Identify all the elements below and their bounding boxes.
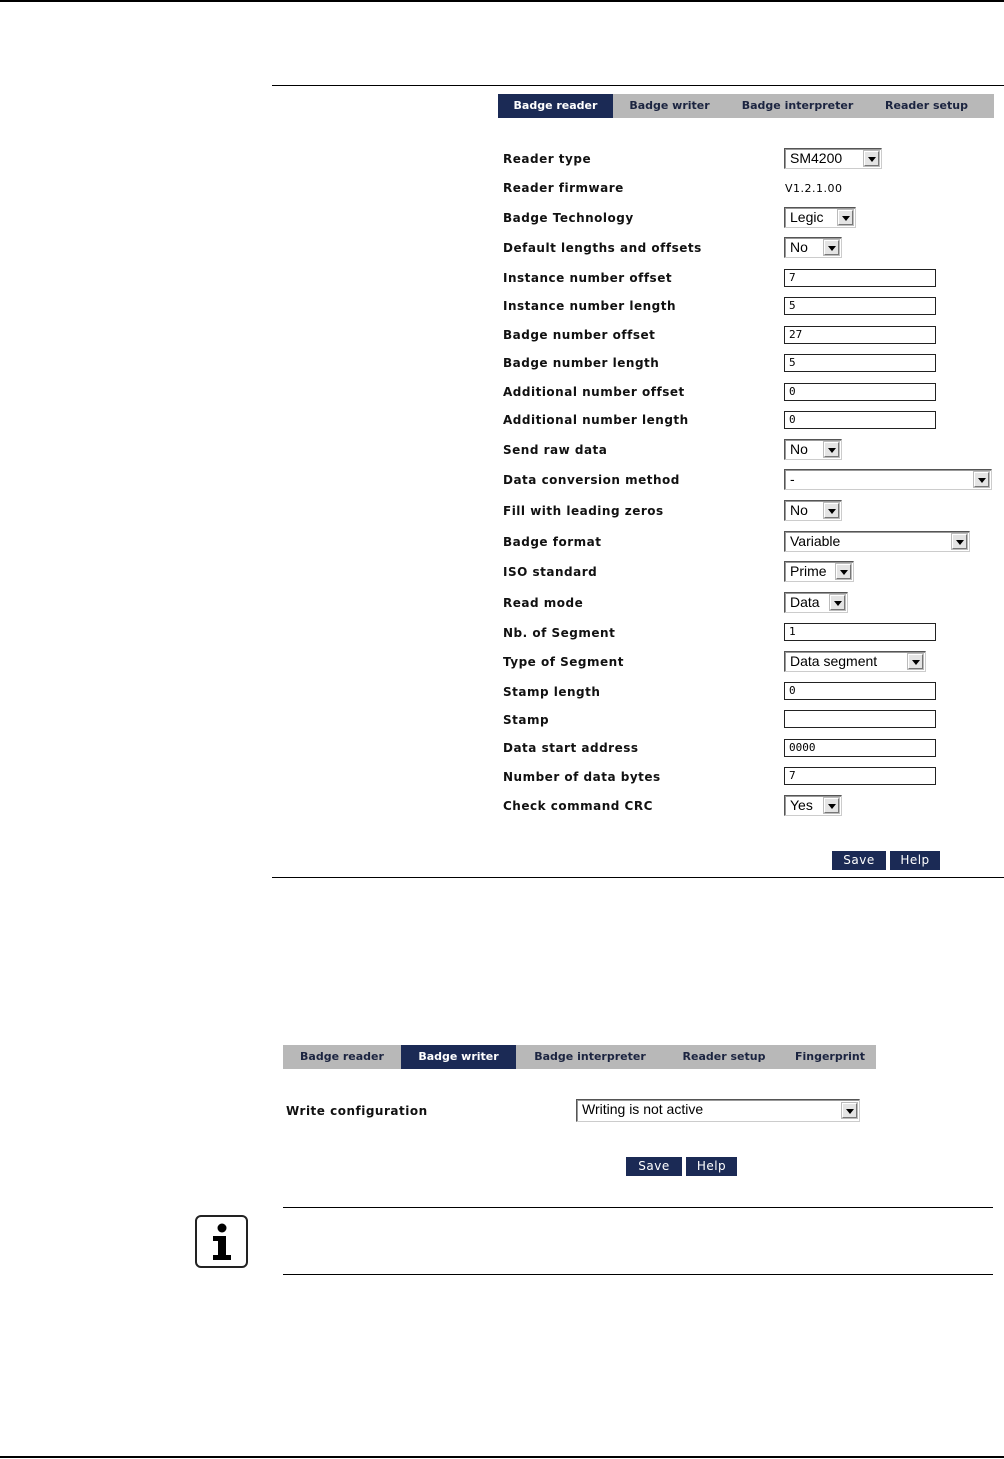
check-crc-select[interactable] [784, 795, 842, 816]
segment-type-label: Type of Segment [503, 655, 624, 669]
stamp-length-label: Stamp length [503, 685, 601, 699]
chevron-down-icon [842, 1103, 857, 1118]
section-bottom-rule [272, 877, 1004, 878]
data-start-input[interactable]: 0000 [784, 739, 936, 757]
note-bottom-rule [283, 1274, 993, 1275]
reader-tab-bar [498, 94, 994, 118]
read-mode-select[interactable] [784, 592, 848, 613]
section-top-rule [272, 85, 1004, 86]
chevron-down-icon [974, 472, 989, 487]
tab-badge-reader[interactable]: Badge reader [300, 1050, 384, 1063]
conversion-select[interactable] [784, 469, 992, 490]
additional-offset-label: Additional number offset [503, 385, 685, 399]
instance-length-label: Instance number length [503, 299, 677, 313]
stamp-label: Stamp [503, 713, 550, 727]
nb-segment-input[interactable]: 1 [784, 623, 936, 641]
data-bytes-input[interactable]: 7 [784, 767, 936, 785]
write-configuration-select[interactable] [576, 1099, 860, 1122]
iso-standard-value: Prime [790, 563, 827, 579]
default-lengths-select[interactable] [784, 237, 842, 258]
badge-offset-label: Badge number offset [503, 328, 656, 342]
badge-format-value: Variable [790, 533, 841, 549]
write-configuration-value: Writing is not active [582, 1101, 704, 1117]
data-bytes-label: Number of data bytes [503, 770, 661, 784]
instance-offset-input[interactable]: 7 [784, 269, 936, 287]
stamp-input[interactable] [784, 710, 936, 728]
badge-length-input[interactable]: 5 [784, 354, 936, 372]
segment-type-select[interactable] [784, 651, 926, 672]
stamp-length-input[interactable]: 0 [784, 682, 936, 700]
badge-technology-label: Badge Technology [503, 211, 634, 225]
additional-length-input[interactable]: 0 [784, 411, 936, 429]
tab-reader-setup[interactable]: Reader setup [885, 99, 968, 112]
reader-firmware-label: Reader firmware [503, 181, 624, 195]
additional-offset-input[interactable]: 0 [784, 383, 936, 401]
default-lengths-label: Default lengths and offsets [503, 241, 702, 255]
save-button[interactable]: Save [626, 1157, 682, 1176]
tab-badge-writer[interactable]: Badge writer [401, 1045, 516, 1069]
tab-badge-writer[interactable]: Badge writer [629, 99, 710, 112]
help-button[interactable]: Help [686, 1157, 737, 1176]
iso-standard-label: ISO standard [503, 565, 598, 579]
page-top-rule [0, 0, 1004, 2]
chevron-down-icon [838, 210, 853, 225]
note-top-rule [283, 1207, 993, 1208]
conversion-value: - [790, 471, 795, 487]
chevron-down-icon [908, 654, 923, 669]
info-icon [195, 1215, 248, 1268]
check-crc-value: Yes [790, 797, 813, 813]
write-configuration-label: Write configuration [286, 1104, 428, 1118]
chevron-down-icon [824, 798, 839, 813]
save-button[interactable]: Save [832, 851, 886, 870]
badge-technology-value: Legic [790, 209, 824, 225]
leading-zeros-label: Fill with leading zeros [503, 504, 664, 518]
check-crc-label: Check command CRC [503, 799, 653, 813]
send-raw-label: Send raw data [503, 443, 608, 457]
help-button[interactable]: Help [890, 851, 940, 870]
reader-firmware-value: V1.2.1.00 [785, 182, 843, 195]
chevron-down-icon [864, 151, 879, 166]
reader-type-value: SM4200 [790, 150, 843, 166]
leading-zeros-value: No [790, 502, 808, 518]
badge-format-select[interactable] [784, 531, 970, 552]
chevron-down-icon [824, 503, 839, 518]
badge-length-label: Badge number length [503, 356, 660, 370]
chevron-down-icon [830, 595, 845, 610]
additional-length-label: Additional number length [503, 413, 689, 427]
read-mode-label: Read mode [503, 596, 584, 610]
chevron-down-icon [824, 240, 839, 255]
tab-fingerprint[interactable]: Fingerprint [794, 1050, 866, 1063]
instance-offset-label: Instance number offset [503, 271, 673, 285]
badge-technology-select[interactable] [784, 207, 856, 228]
chevron-down-icon [824, 442, 839, 457]
badge-format-label: Badge format [503, 535, 602, 549]
data-start-label: Data start address [503, 741, 639, 755]
leading-zeros-select[interactable] [784, 500, 842, 521]
segment-type-value: Data segment [790, 653, 878, 669]
read-mode-value: Data [790, 594, 820, 610]
default-lengths-value: No [790, 239, 808, 255]
send-raw-value: No [790, 441, 808, 457]
tab-reader-setup[interactable]: Reader setup [682, 1050, 766, 1063]
page-bottom-rule [0, 1456, 1004, 1458]
conversion-label: Data conversion method [503, 473, 680, 487]
nb-segment-label: Nb. of Segment [503, 626, 616, 640]
tab-badge-reader[interactable]: Badge reader [498, 94, 613, 118]
reader-type-label: Reader type [503, 152, 592, 166]
reader-type-select[interactable] [784, 148, 882, 169]
writer-tab-bar [283, 1045, 876, 1069]
chevron-down-icon [836, 564, 851, 579]
tab-badge-interpreter[interactable]: Badge interpreter [534, 1050, 646, 1063]
tab-badge-interpreter[interactable]: Badge interpreter [741, 99, 854, 112]
send-raw-select[interactable] [784, 439, 842, 460]
chevron-down-icon [952, 534, 967, 549]
badge-offset-input[interactable]: 27 [784, 326, 936, 344]
iso-standard-select[interactable] [784, 561, 854, 582]
instance-length-input[interactable]: 5 [784, 297, 936, 315]
